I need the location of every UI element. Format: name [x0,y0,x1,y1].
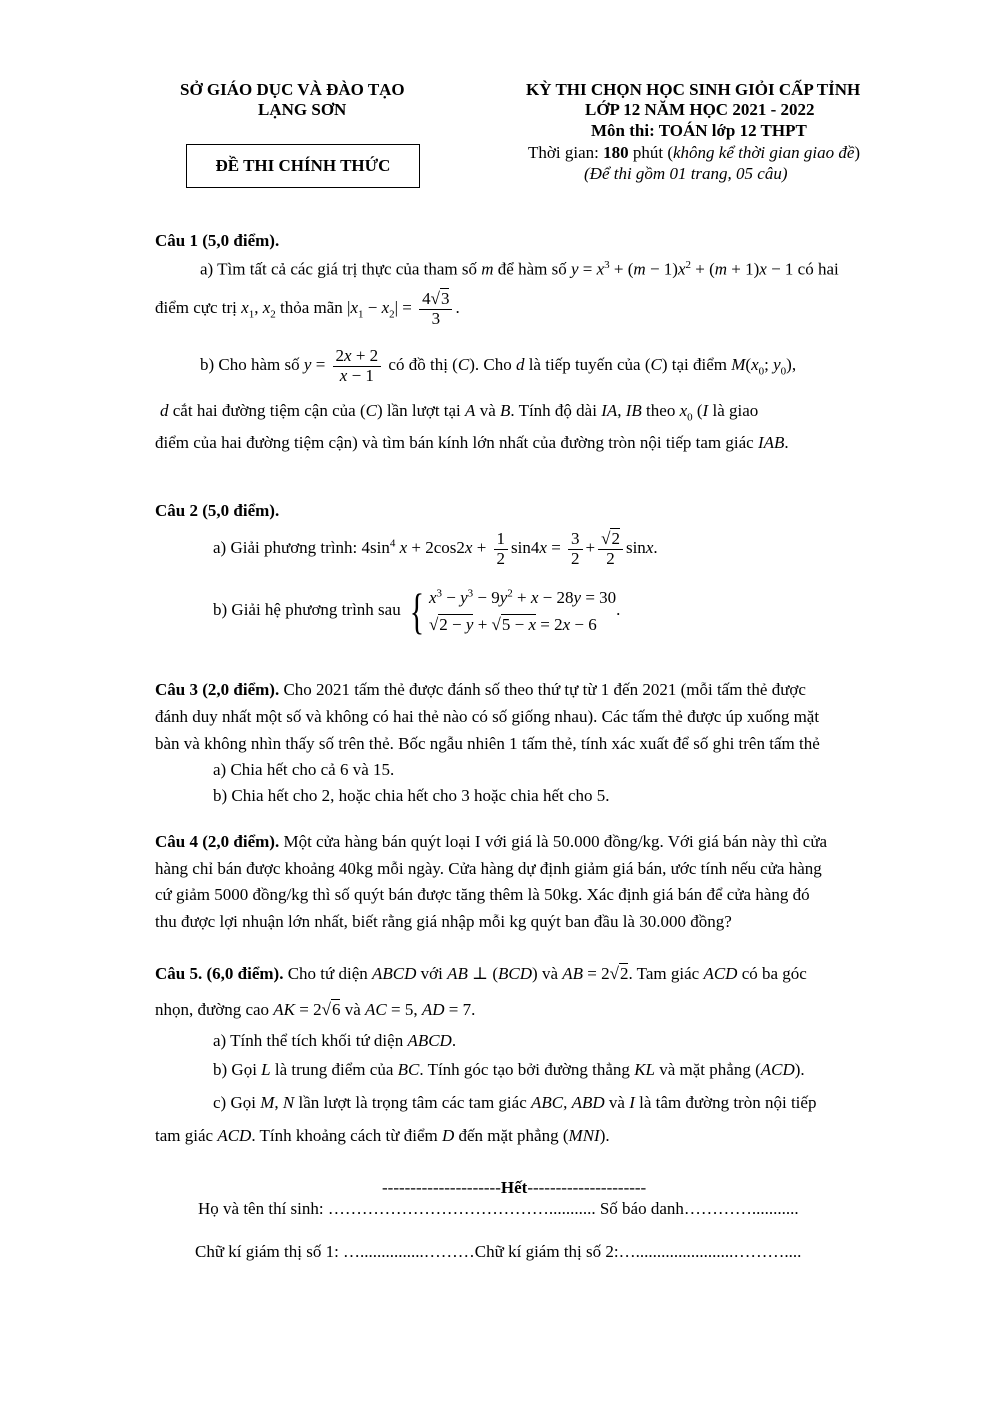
q4-line2: hàng chỉ bán được khoảng 40kg mỗi ngày. Cửa hàng dự định giảm giá bán, ước tính nếu cửa hàng [155,859,822,878]
department-name: SỞ GIÁO DỤC VÀ ĐÀO TẠO [180,80,405,99]
q4-line1: Câu 4 (2,0 điểm). Một cửa hàng bán quýt loại I với giá là 50.000 đồng/kg. Với giá bán này thì cửa [155,832,828,851]
end-marker: ---------------------Hết--------------------- [382,1178,647,1197]
exam-title: KỲ THI CHỌN HỌC SINH GIỎI CẤP TỈNH [526,80,861,99]
official-exam-box: ĐỀ THI CHÍNH THỨC [186,144,420,188]
exam-time: Thời gian: 180 phút (không kể thời gian giao đề) [528,143,861,162]
q1b-line3: điểm của hai đường tiệm cận) và tìm bán kính lớn nhất của đường tròn nội tiếp tam giác IAB. [155,433,789,452]
q2a-line: a) Giải phương trình: $4\sin^4$ x + 2cos2x + $\frac{1}{2}$ sin4x = $\frac{3}{2}$ + $\frac{√2}{2}$ sinx. [213,529,658,568]
q3-line3: bàn và không nhìn thấy số trên thẻ. Bốc ngẫu nhiên 1 tấm thẻ, tính xác xuất để số ghi trên tấm thẻ [155,734,820,753]
q1a-line1: a) Tìm tất cả các giá trị thực của tham số m để hàm số $y = x^3 + (m - 1)x^2 + (m + 1)x - 1$ có hai [200,259,839,279]
q1a-line2: điểm cực trị $x_1$, $x_2$ thỏa mãn $|x_1 - x_2|$ = $\frac{4√3}{3}$ . [155,289,460,328]
q3b: b) Chia hết cho 2, hoặc chia hết cho 3 hoặc chia hết cho 5. [213,786,610,805]
province-name: LẠNG SƠN [258,100,347,119]
q3a: a) Chia hết cho cả 6 và 15. [213,760,395,779]
q3-line2: đánh duy nhất một số và không có hai thẻ nào có số giống nhau). Các tấm thẻ được úp xuống mặt [155,707,820,726]
q3-line1: Câu 3 (2,0 điểm). Cho 2021 tấm thẻ được đánh số theo thứ tự từ 1 đến 2021 (mỗi tấm thẻ được [155,680,806,699]
exam-grade-year: LỚP 12 NĂM HỌC 2021 - 2022 [585,100,815,119]
q1b-line1: b) Cho hàm số y = $\frac{2x + 2}{x - 1}$ có đồ thị (C). Cho d là tiếp tuyến của (C) tại điểm $M(x_0$; $y_0$), [200,346,797,385]
q5c-line2: tam giác ACD. Tính khoảng cách từ điểm D đến mặt phẳng (MNI). [155,1126,610,1145]
q4-line4: thu được lợi nhuận lớn nhất, biết rằng giá nhập mỗi kg quýt ban đầu là 30.000 đồng? [155,912,732,931]
q5-line1: Câu 5. (6,0 điểm). Cho tứ diện ABCD với AB ⊥ (BCD) và AB = 2√2. Tam giác ACD có ba góc [155,964,807,983]
q5c-line1: c) Gọi M, N lần lượt là trọng tâm các tam giác ABC, ABD và I là tâm đường tròn nội tiếp [213,1093,817,1112]
q2b-line: b) Giải hệ phương trình sau { $x^3 - y^3 - 9y^2 + x - 28y = 30$ √2 − y + √5 − x = 2x − 6 . [213,583,621,640]
q1-title: Câu 1 (5,0 điểm). [155,231,280,250]
proctor-signatures: Chữ kí giám thị số 1: …...............………Chữ kí giám thị số 2:….......................……….... [195,1242,802,1261]
q5a: a) Tính thể tích khối tứ diện ABCD. [213,1031,457,1050]
q4-line3: cứ giảm 5000 đồng/kg thì số quýt bán được tăng thêm là 50kg. Xác định giá bán để cửa hàng đó [155,885,810,904]
q5-line2: nhọn, đường cao AK = 2√6 và AC = 5, AD = 7. [155,1000,476,1019]
candidate-info: Họ và tên thí sinh: …………………………………........... Số báo danh…………........... [198,1199,799,1218]
exam-subject: Môn thi: TOÁN lớp 12 THPT [591,121,807,140]
exam-pages-note: (Để thi gồm 01 trang, 05 câu) [584,164,788,183]
q5b: b) Gọi L là trung điểm của BC. Tính góc tạo bởi đường thẳng KL và mặt phẳng (ACD). [213,1060,805,1079]
q2-title: Câu 2 (5,0 điểm). [155,501,280,520]
q1b-line2: d cắt hai đường tiệm cận của (C) lần lượt tại A và B. Tính độ dài IA, IB theo $x_0$ (I là giao [160,401,759,424]
